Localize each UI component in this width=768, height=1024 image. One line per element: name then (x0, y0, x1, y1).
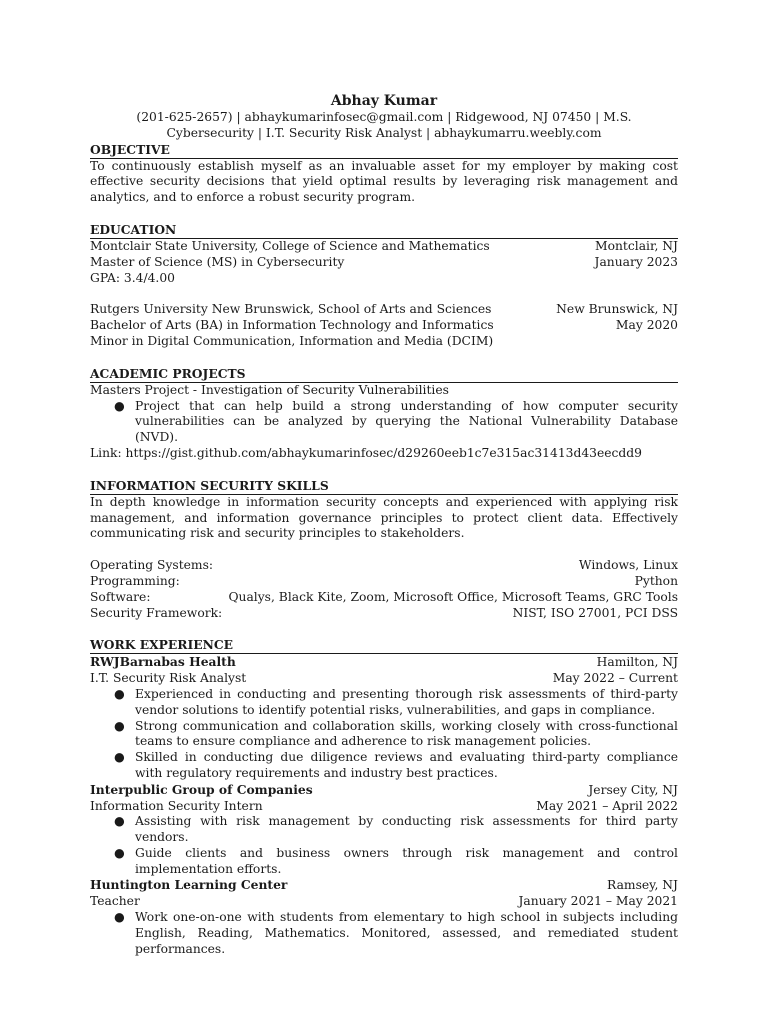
skill-row (90, 574, 678, 590)
graduation-date: May 2020 (615, 318, 678, 333)
bullet-icon: ● (114, 718, 125, 733)
job-bullets (90, 910, 678, 957)
list-item (90, 750, 678, 782)
bullet-text: Skilled in conducting due diligence reviews and evaluating third-party compliance with regulatory requirements and industry best practices. (135, 750, 678, 780)
school-location: New Brunswick, NJ (556, 302, 678, 317)
resume-page (90, 92, 678, 957)
skill-row (90, 558, 678, 574)
job-title: I.T. Security Risk Analyst (90, 671, 247, 686)
company-name: RWJBarnabas Health (90, 654, 236, 670)
company-name: Interpublic Group of Companies (90, 781, 313, 797)
list-item (90, 399, 678, 446)
objective-section (90, 142, 678, 206)
contact-line: (201-625-2657) | abhaykumarinfosec@gmail.com | Ridgewood, NJ 07450 | M.S. Cybersecurity | I.T. Security Risk Analyst | abhaykumarru.weebly.com (136, 110, 632, 140)
skill-row (90, 606, 678, 622)
school-location: Montclair, NJ (595, 238, 678, 253)
job-location: Ramsey, NJ (607, 878, 678, 893)
education-extra: GPA: 3.4/4.00 (90, 270, 175, 285)
job-title: Teacher (90, 894, 140, 909)
candidate-name: Abhay Kumar (330, 93, 438, 109)
skill-value: Python (634, 573, 678, 588)
education-extra: Minor in Digital Communication, Information and Media (DCIM) (90, 333, 494, 348)
job-entry (90, 877, 678, 957)
bullet-text: Work one-on-one with students from elementary to high school in subjects including English, Reading, Mathematics. Monitored, assessed, and remediated student performances. (135, 910, 678, 956)
section-title-objective: OBJECTIVE (90, 142, 678, 159)
bullet-icon: ● (114, 398, 125, 413)
projects-section (90, 366, 678, 462)
section-title-projects: ACADEMIC PROJECTS (90, 366, 678, 383)
bullet-icon: ● (114, 750, 125, 765)
company-name: Huntington Learning Center (90, 877, 288, 893)
job-bullets (90, 814, 678, 877)
bullet-icon: ● (114, 686, 125, 701)
job-location: Hamilton, NJ (596, 655, 678, 670)
job-entry (90, 654, 678, 781)
bullet-icon: ● (114, 910, 125, 925)
education-section (90, 222, 678, 350)
job-title: Information Security Intern (90, 798, 263, 813)
education-entry (90, 302, 678, 349)
list-item (90, 910, 678, 957)
skill-label: Software: (90, 589, 151, 604)
skill-label: Security Framework: (90, 605, 223, 620)
section-title-skills: INFORMATION SECURITY SKILLS (90, 478, 678, 495)
list-item (90, 846, 678, 878)
school-name: Montclair State University, College of Science and Mathematics (90, 238, 490, 253)
skill-label: Operating Systems: (90, 558, 214, 573)
job-dates: May 2021 – April 2022 (536, 798, 678, 813)
section-title-education: EDUCATION (90, 222, 678, 239)
skill-row (90, 590, 678, 606)
bullet-text: Assisting with risk management by conducting risk assessments for third party vendors. (135, 814, 678, 845)
bullet-text: Project that can help build a strong understanding of how computer security vulnerabilities can be analyzed by querying the National Vulnerability Database (NVD). (135, 398, 678, 445)
job-dates: May 2022 – Current (552, 671, 678, 686)
skill-value: Windows, Linux (578, 558, 678, 573)
skill-label: Programming: (90, 573, 180, 588)
bullet-text: Experienced in conducting and presenting thorough risk assessments of third-party vendor solutions to identify potential risks, vulnerabilities, and gaps in compliance. (135, 686, 678, 717)
list-item (90, 814, 678, 846)
skills-section (90, 478, 678, 622)
graduation-date: January 2023 (594, 254, 678, 269)
skill-value: Qualys, Black Kite, Zoom, Microsoft Office, Microsoft Teams, GRC Tools (228, 589, 678, 604)
job-entry (90, 782, 678, 878)
education-entry (90, 239, 678, 286)
degree: Master of Science (MS) in Cybersecurity (90, 254, 345, 269)
section-title-work: WORK EXPERIENCE (90, 637, 678, 654)
school-name: Rutgers University New Brunswick, School of Arts and Sciences (90, 302, 492, 317)
project-name: Masters Project - Investigation of Security Vulnerabilities (90, 382, 449, 397)
list-item (90, 687, 678, 719)
degree: Bachelor of Arts (BA) in Information Technology and Informatics (90, 318, 494, 333)
list-item (90, 719, 678, 751)
objective-text: To continuously establish myself as an invaluable asset for my employer by making cost effective security decisions that yield optimal results by leveraging risk management and analytics, and to enforce a robust security program. (90, 158, 678, 205)
project-link[interactable]: Link: https://gist.github.com/abhaykumarinfosec/d29260eeb1c7e315ac31413d43eecdd9 (90, 445, 642, 460)
project-bullets (90, 399, 678, 446)
bullet-text: Strong communication and collaboration skills, working closely with cross-functional teams to ensure compliance and adherence to risk management policies. (135, 718, 678, 749)
job-dates: January 2021 – May 2021 (518, 894, 678, 909)
job-location: Jersey City, NJ (588, 782, 678, 797)
bullet-icon: ● (114, 845, 125, 860)
skills-summary: In depth knowledge in information security concepts and experienced with applying risk management, and information governance principles to protect client data. Effectively communicating risk and security principles to stakeholders. (90, 494, 678, 541)
bullet-icon: ● (114, 814, 125, 829)
job-bullets (90, 687, 678, 782)
bullet-text: Guide clients and business owners through risk management and control implementation efforts. (135, 845, 678, 876)
work-section (90, 637, 678, 957)
skill-value: NIST, ISO 27001, PCI DSS (512, 605, 678, 620)
